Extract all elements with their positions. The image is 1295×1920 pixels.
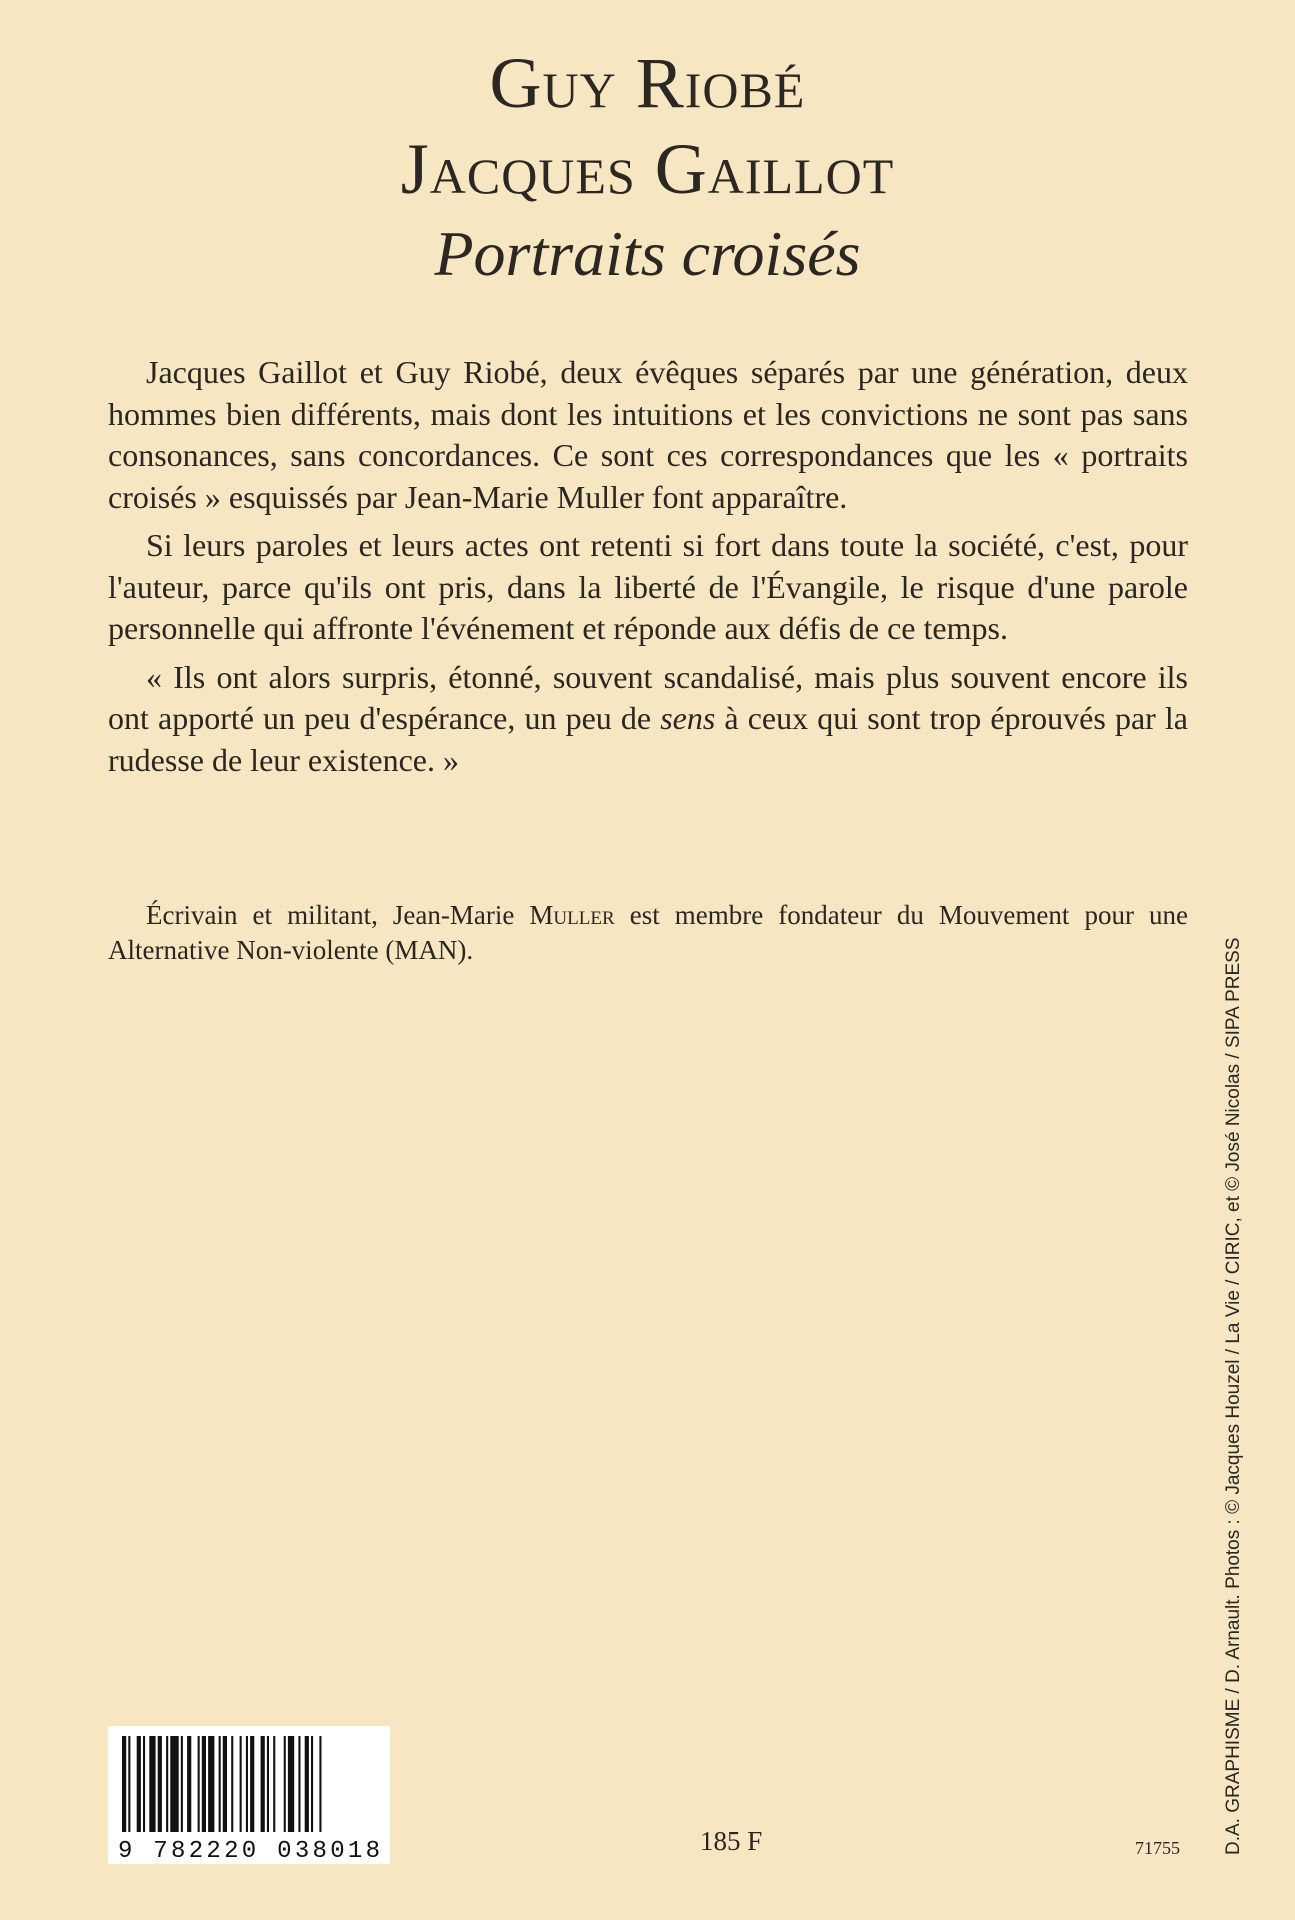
price: 185 F bbox=[700, 1826, 763, 1856]
barcode-bar bbox=[122, 1736, 126, 1832]
bio-suffix: est membre fondateur du Mouvement pour une Alternative Non-violente (MAN). bbox=[108, 900, 1188, 965]
barcode-bar bbox=[128, 1736, 130, 1832]
title-block bbox=[0, 40, 1295, 296]
barcode-bar bbox=[198, 1736, 200, 1832]
catalog-code: 71755 bbox=[1135, 1838, 1180, 1858]
barcode-bar bbox=[223, 1736, 227, 1832]
barcode-bar bbox=[170, 1736, 178, 1832]
barcode-bar bbox=[231, 1736, 233, 1832]
barcode bbox=[108, 1726, 390, 1864]
barcode-bar bbox=[149, 1736, 155, 1832]
barcode-bar bbox=[311, 1736, 313, 1832]
blurb-paragraph: Jacques Gaillot et Guy Riobé, deux évêques séparés par une génération, deux hommes bien différents, mais dont les intuitions et les convictions ne sont pas sans consonances, sans concordances. Ce sont ces correspondances que les « portraits croisés » esquissés par Jean-Marie Muller font apparaître. bbox=[108, 354, 1188, 515]
barcode-bar bbox=[246, 1736, 248, 1832]
barcode-bar bbox=[240, 1736, 242, 1832]
photo-credits bbox=[1212, 905, 1256, 1855]
barcode-bar bbox=[261, 1736, 265, 1832]
barcode-bar bbox=[166, 1736, 168, 1832]
barcode-bar bbox=[158, 1736, 162, 1832]
barcode-bar bbox=[181, 1736, 183, 1832]
barcode-bar bbox=[267, 1736, 269, 1832]
author-name-gaillot: Jacques Gaillot bbox=[400, 129, 895, 209]
barcode-bar bbox=[305, 1736, 309, 1832]
quote-text: « Ils ont alors surpris, étonné, souvent scandalisé, mais plus souvent encore ils ont apporté un peu d'espérance, un peu de bbox=[108, 658, 1188, 736]
author-name-riobe: Guy Riobé bbox=[489, 43, 806, 123]
blurb-paragraph: Si leurs paroles et leurs actes ont retenti si fort dans toute la société, c'est, pour l'auteur, parce qu'ils ont pris, dans la liberté de l'Évangile, le risque d'une parole personnelle qui affronte l'événement et réponde aux défis de ce temps. bbox=[108, 527, 1188, 646]
bio-prefix: Écrivain et militant, Jean-Marie bbox=[146, 900, 530, 930]
barcode-bar bbox=[202, 1736, 206, 1832]
barcode-digits: 9 782220 038018 bbox=[118, 1838, 380, 1864]
barcode-bar bbox=[250, 1736, 254, 1832]
barcode-bar bbox=[298, 1736, 300, 1832]
blurb bbox=[108, 352, 1188, 788]
quote-text: à ceux qui sont trop éprouvés par la rudesse de leur existence. » bbox=[108, 700, 1188, 778]
barcode-bar bbox=[208, 1736, 214, 1832]
barcode-bar bbox=[137, 1736, 141, 1832]
quote-emphasis: sens bbox=[660, 700, 716, 736]
barcode-bar bbox=[288, 1736, 294, 1832]
barcode-bar bbox=[319, 1736, 321, 1832]
barcode-bar bbox=[284, 1736, 286, 1832]
photo-credits-text: D.A. GRAPHISME / D. Arnault. Photos : © Jacques Houzel / La Vie / CIRIC, et © José Nicolas / SIPA PRESS bbox=[1223, 937, 1244, 1855]
bio-author-name: Muller bbox=[529, 900, 615, 930]
barcode-bar bbox=[187, 1736, 191, 1832]
blurb-quote-paragraph bbox=[108, 657, 1188, 782]
book-title: Portraits croisés bbox=[434, 218, 861, 289]
barcode-bar bbox=[273, 1736, 275, 1832]
barcode-graphic bbox=[108, 1726, 390, 1864]
barcode-bar bbox=[219, 1736, 221, 1832]
barcode-bar bbox=[143, 1736, 145, 1832]
author-bio bbox=[108, 898, 1188, 968]
